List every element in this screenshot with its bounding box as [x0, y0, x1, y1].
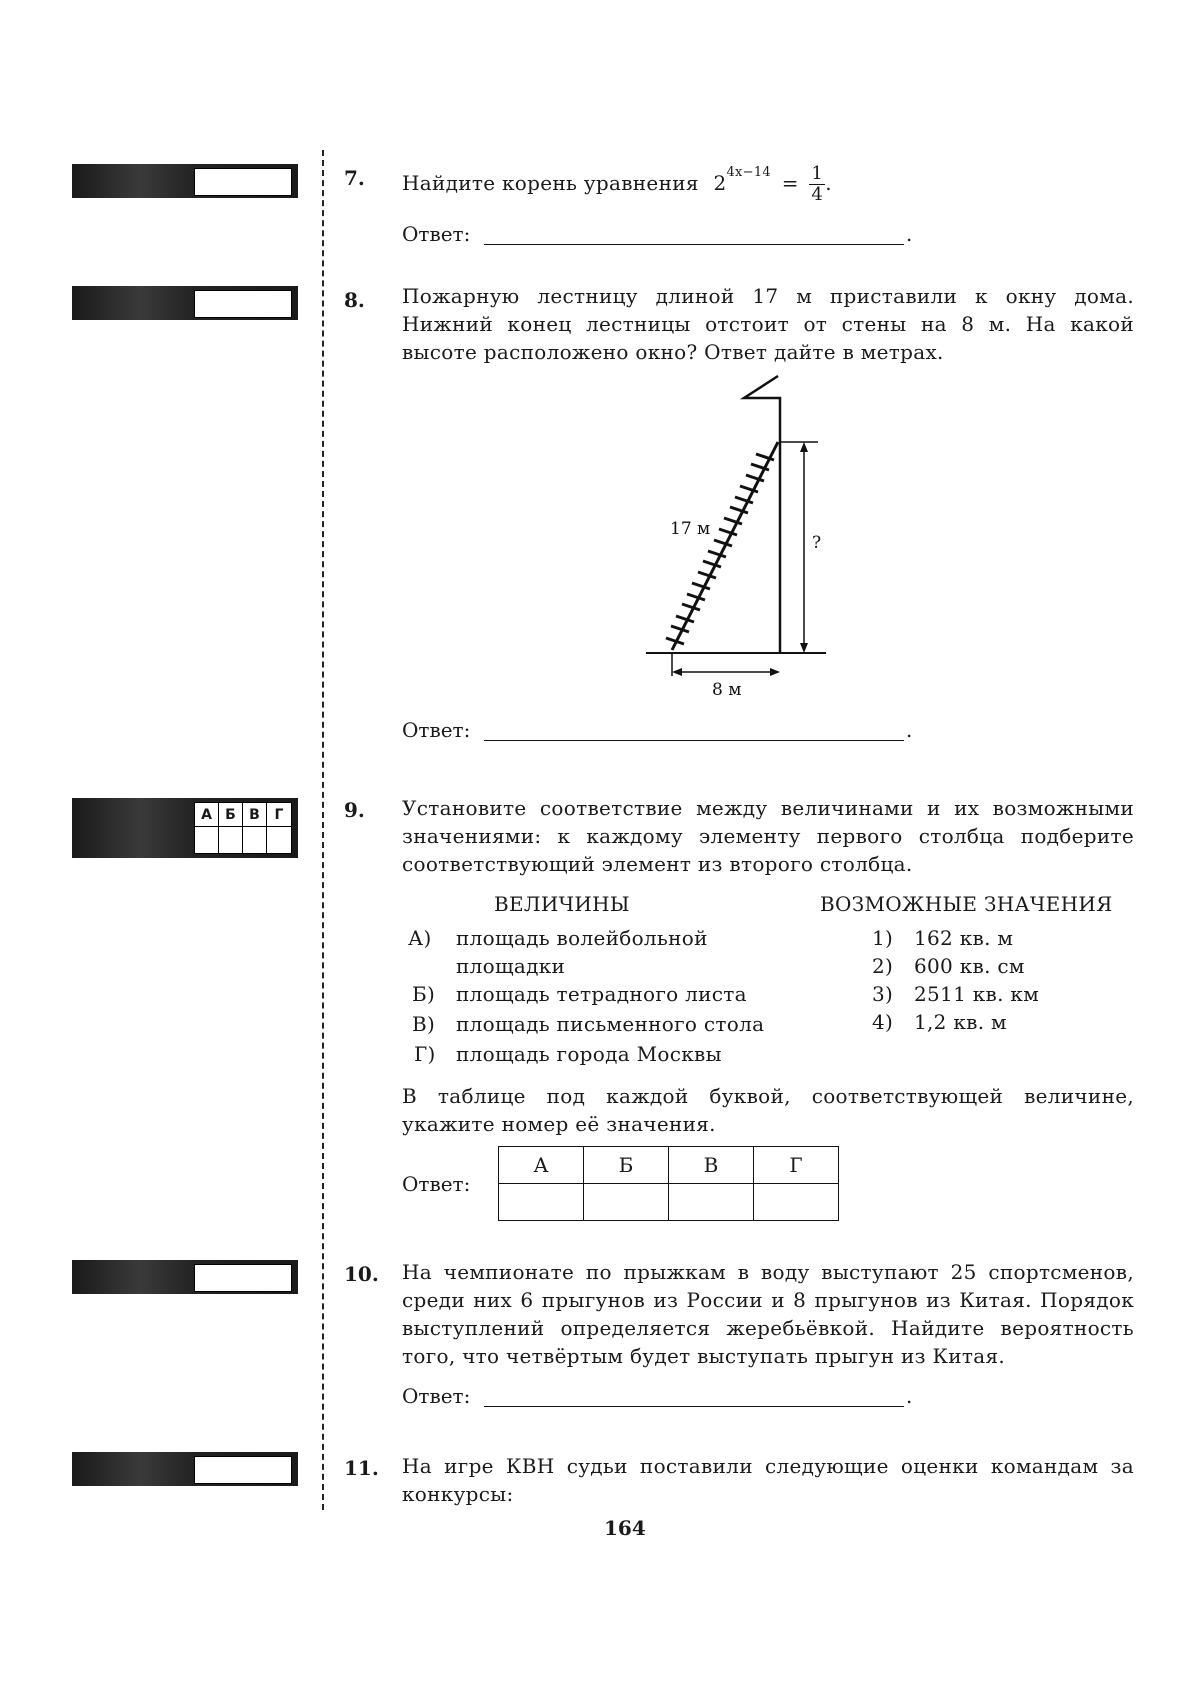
q8-text: Пожарную лестницу длиной 17 м приставили к окну дома. Нижний конец лестницы отстоит от стены на 8 м. На какой высоте расположено окно? Ответ дайте в метрах. — [402, 284, 1134, 364]
quantity-key-g: Г) — [414, 1042, 436, 1066]
answer-grid-9[interactable] — [194, 802, 292, 854]
col2-header: ВОЗМОЖНЫЕ ЗНАЧЕНИЯ — [820, 892, 1113, 916]
answer-box-11 — [72, 1452, 298, 1486]
q7-exponent: 4x−14 — [726, 165, 772, 181]
answer-box-10 — [72, 1260, 298, 1294]
grid-letter-b: Б — [219, 803, 243, 827]
value-3: 2511 кв. км — [914, 982, 1040, 1006]
value-2: 600 кв. см — [914, 954, 1025, 978]
q7-frac-den: 4 — [811, 184, 824, 205]
quantity-v: площадь письменного стола — [456, 1012, 765, 1036]
q7-fraction — [809, 164, 825, 205]
value-1: 162 кв. м — [914, 926, 1014, 950]
wall-line — [744, 376, 780, 653]
q9-answer-table — [498, 1146, 839, 1221]
quantity-key-b: Б) — [412, 982, 436, 1006]
q11-number: 11. — [344, 1456, 379, 1480]
q10-answer-line[interactable] — [484, 1386, 904, 1407]
value-key-1: 1) — [872, 926, 894, 950]
q9-text: Установите соответствие между величинами и их возможными значениями: к каждому элементу первого столбца подберите соответствующий элемент из второго столбца. — [402, 796, 1134, 876]
quantity-key-a: А) — [408, 926, 432, 950]
page-number: 164 — [604, 1516, 646, 1540]
q7-prompt: Найдите корень уравнения — [402, 171, 699, 195]
value-key-4: 4) — [872, 1010, 894, 1034]
answer-cell-7[interactable] — [194, 168, 292, 196]
grid-letter-a: А — [195, 803, 219, 827]
q7-equals: = — [781, 171, 799, 195]
q10-number: 10. — [344, 1262, 379, 1286]
q8-answer-label: Ответ: — [402, 718, 471, 742]
table-header-g: Г — [754, 1147, 839, 1184]
grid-cell[interactable] — [243, 827, 267, 853]
q8-answer-end: . — [906, 718, 913, 742]
q8-number: 8. — [344, 288, 365, 312]
table-answer-cell[interactable] — [669, 1184, 754, 1221]
table-answer-cell[interactable] — [499, 1184, 584, 1221]
q9-instruction: В таблице под каждой буквой, соответствующей величине, укажите номер её значения. — [402, 1084, 1134, 1136]
q7-answer-end: . — [906, 222, 913, 246]
table-header-v: В — [669, 1147, 754, 1184]
q9-answer-label: Ответ: — [402, 1172, 471, 1196]
grid-cell[interactable] — [219, 827, 243, 853]
table-header-a: А — [499, 1147, 584, 1184]
q9-number: 9. — [344, 798, 365, 822]
col1-header: ВЕЛИЧИНЫ — [494, 892, 630, 916]
quantity-g: площадь города Москвы — [456, 1042, 722, 1066]
value-key-3: 3) — [872, 982, 894, 1006]
q11-text: На игре КВН судьи поставили следующие оценки командам за конкурсы: — [402, 1454, 1134, 1506]
ladder-length-label: 17 м — [670, 519, 711, 539]
grid-cell[interactable] — [267, 827, 291, 853]
height-label: ? — [812, 533, 822, 553]
grid-cell[interactable] — [195, 827, 219, 853]
q7-base: 2 — [713, 171, 727, 195]
answer-cell-11[interactable] — [194, 1456, 292, 1484]
q7-frac-num: 1 — [811, 163, 824, 184]
q8-answer-line[interactable] — [484, 720, 904, 741]
quantity-key-v: В) — [412, 1012, 436, 1036]
quantity-a: площадь волейбольной площадки — [456, 926, 708, 978]
q7-answer-label: Ответ: — [402, 222, 471, 246]
answer-box-8 — [72, 286, 298, 320]
table-answer-cell[interactable] — [584, 1184, 669, 1221]
q10-answer-label: Ответ: — [402, 1384, 471, 1408]
ladder-figure — [640, 370, 840, 700]
table-answer-cell[interactable] — [754, 1184, 839, 1221]
answer-box-9 — [72, 798, 298, 858]
q10-answer-end: . — [906, 1384, 913, 1408]
q7-number: 7. — [344, 166, 365, 190]
answer-cell-10[interactable] — [194, 1264, 292, 1292]
answer-box-7 — [72, 164, 298, 198]
grid-letter-v: В — [243, 803, 267, 827]
grid-letter-g: Г — [267, 803, 291, 827]
q7-end: . — [825, 171, 832, 195]
q10-text: На чемпионате по прыжкам в воду выступают 25 спортсменов, среди них 6 прыгунов из России и 8 прыгунов из Китая. Порядок выступлений определяется жеребьёвкой. Найдите вероятность того, что четвёртым будет выступать прыгун из Китая. — [402, 1260, 1134, 1368]
cut-line — [322, 150, 324, 1510]
q7-text — [402, 164, 832, 205]
quantity-b: площадь тетрадного листа — [456, 982, 747, 1006]
answer-cell-8[interactable] — [194, 290, 292, 318]
value-key-2: 2) — [872, 954, 894, 978]
base-length-label: 8 м — [712, 680, 742, 700]
q7-answer-line[interactable] — [484, 224, 904, 245]
value-4: 1,2 кв. м — [914, 1010, 1007, 1034]
table-header-b: Б — [584, 1147, 669, 1184]
